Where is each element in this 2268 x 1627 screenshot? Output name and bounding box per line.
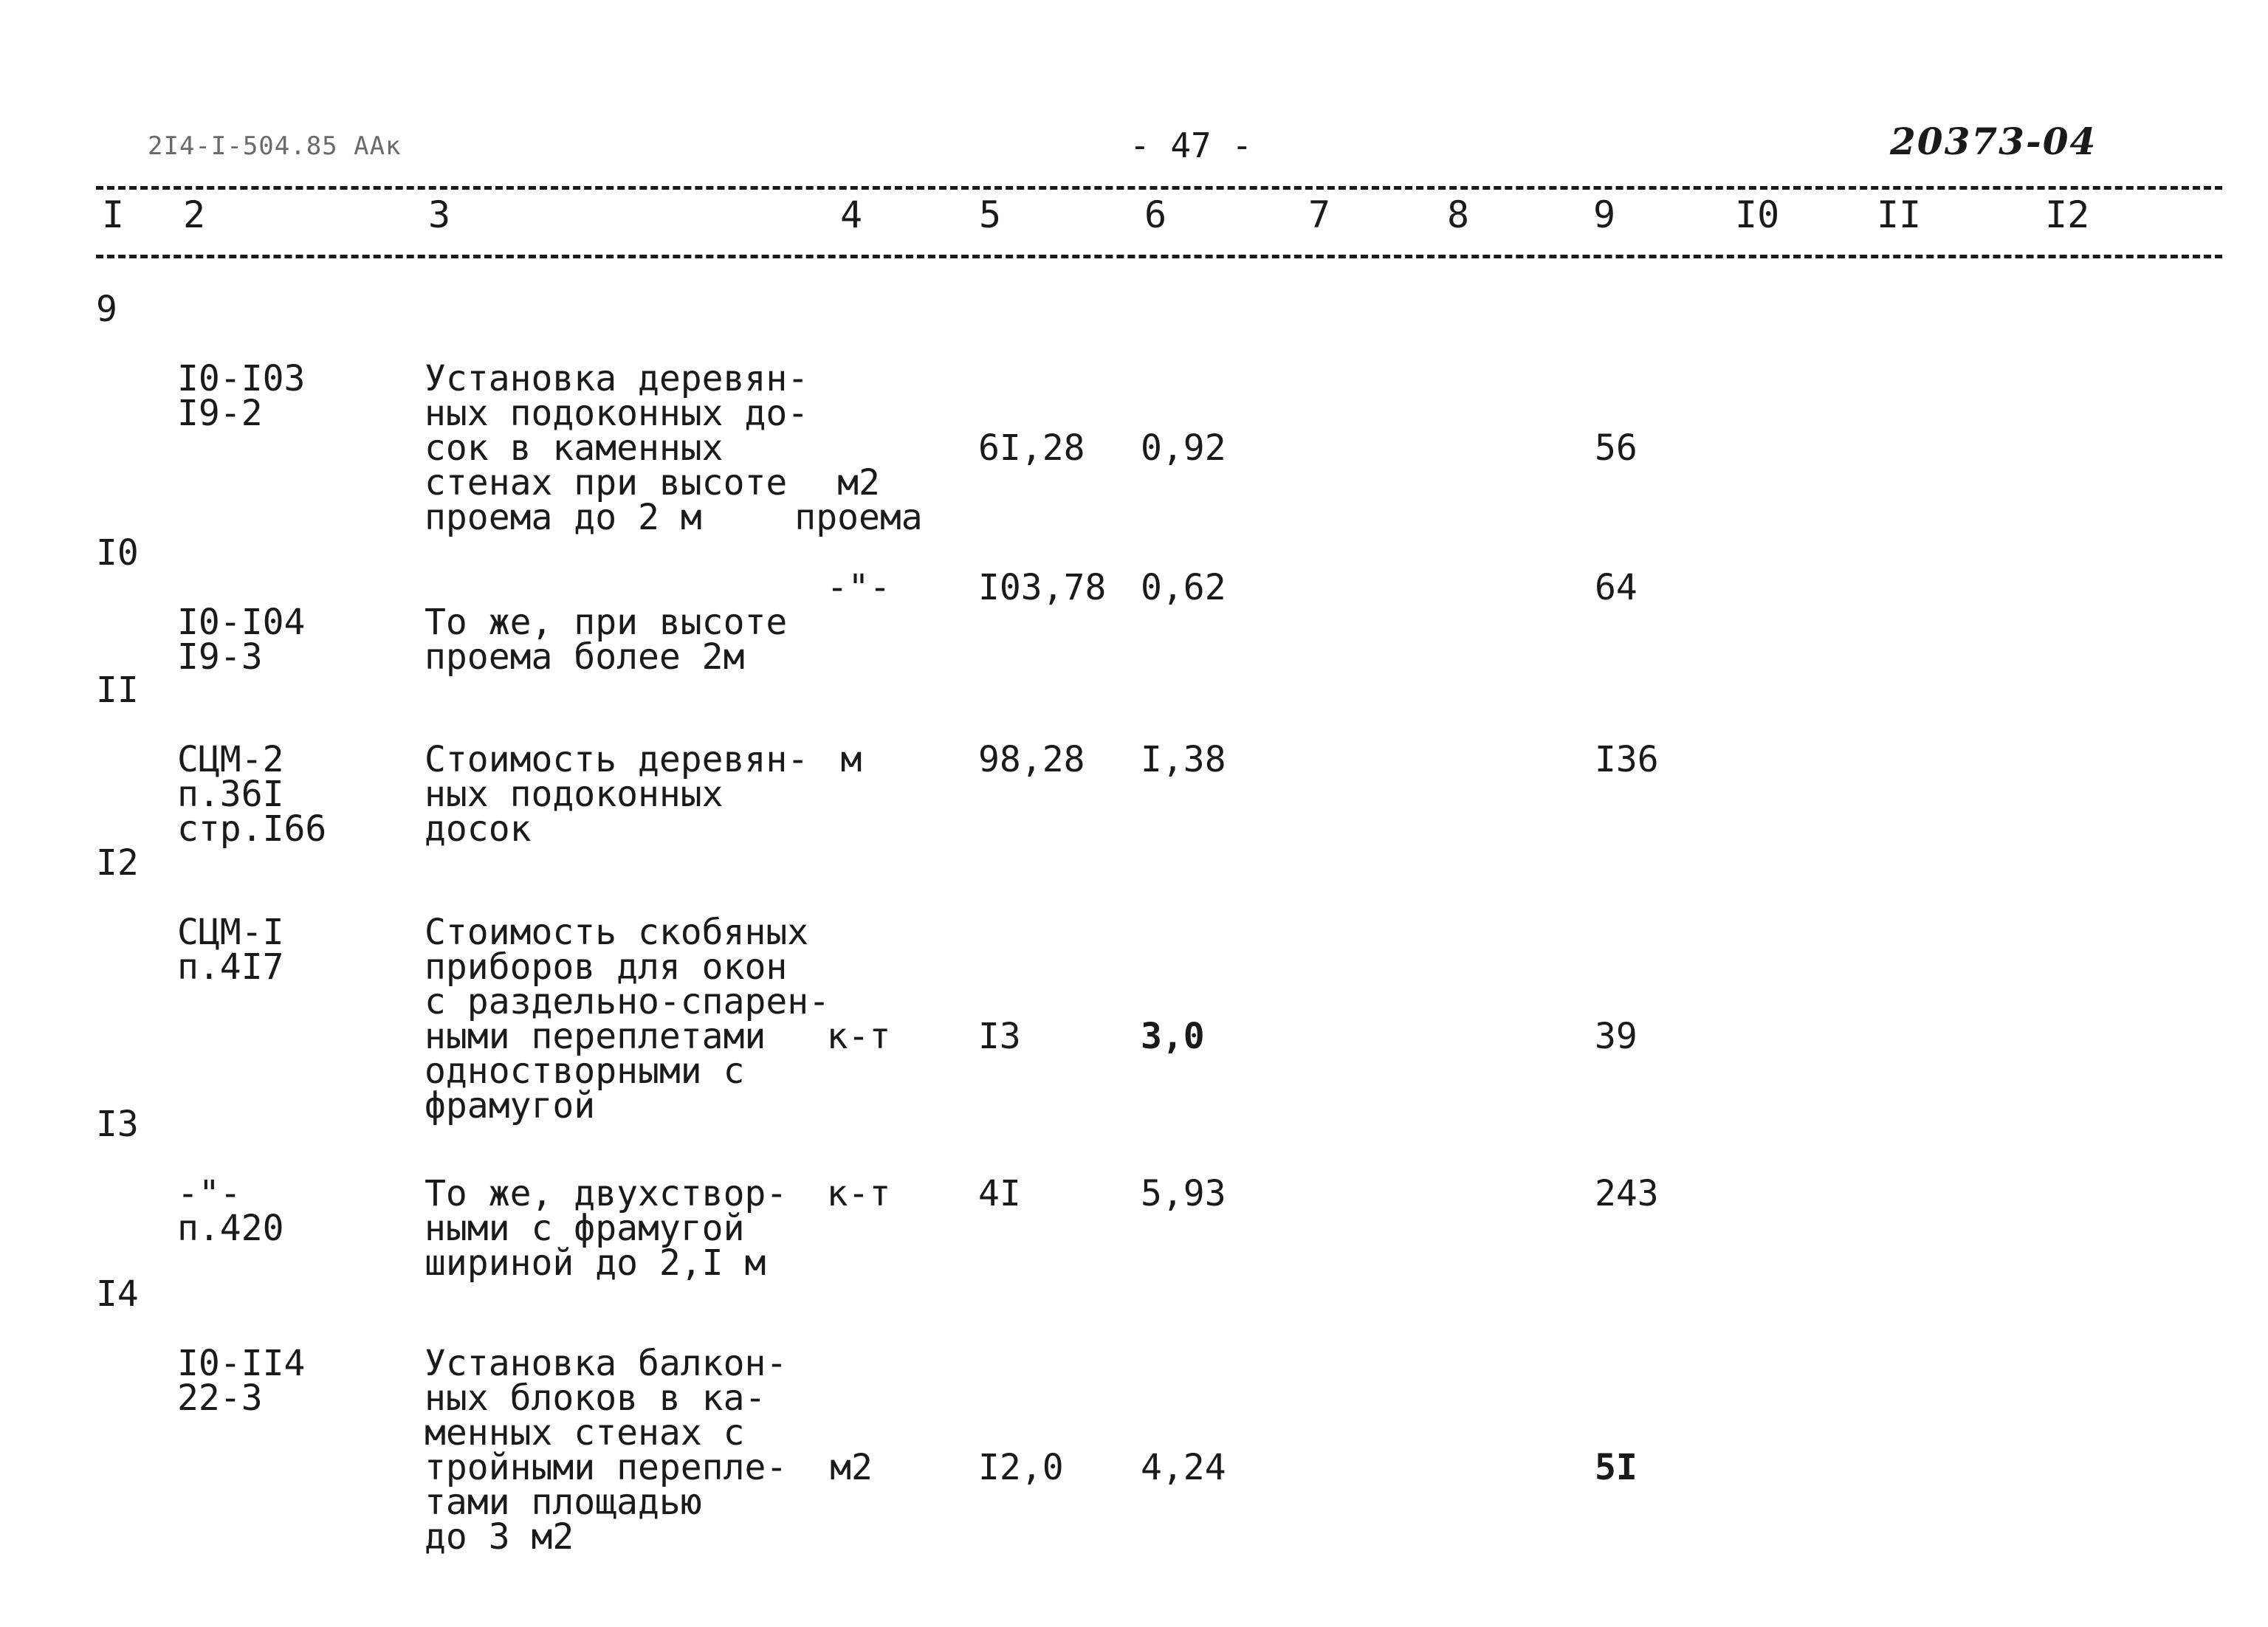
row-unit-price: 0,62	[1141, 567, 1226, 608]
row-total: 56	[1595, 427, 1638, 469]
row-unit: м2 проема	[794, 462, 923, 538]
row-unit-price: 0,92	[1141, 427, 1226, 469]
row-number: I4	[96, 1273, 139, 1315]
dashed-rule-bottom	[96, 255, 2222, 258]
row-total: 5I	[1595, 1447, 1638, 1488]
column-header-8: 8	[1447, 193, 1470, 236]
row-number: I0	[96, 532, 139, 574]
column-header-11: II	[1877, 193, 1922, 236]
row-description: Стоимость деревян- ных подоконных досок	[425, 739, 809, 850]
column-header-1: I	[102, 193, 125, 236]
row-unit: к-т	[826, 1016, 891, 1057]
row-reference: СЦМ-I п.4I7	[177, 912, 284, 988]
row-description: Установка балкон- ных блоков в ка- менных стенах с тройными перепле- тами площадью до 3 м2	[425, 1343, 788, 1558]
row-unit: -"-	[826, 567, 891, 608]
column-header-6: 6	[1144, 193, 1167, 236]
row-unit-price: 4,24	[1141, 1447, 1226, 1488]
column-header-10: I0	[1735, 193, 1780, 236]
row-total: 64	[1595, 567, 1638, 608]
row-reference: СЦМ-2 п.36I стр.I66	[177, 739, 327, 850]
dashed-rule-top	[96, 186, 2222, 190]
row-quantity: 98,28	[978, 739, 1085, 780]
page-number: - 47 -	[1130, 125, 1253, 165]
row-total: 39	[1595, 1016, 1638, 1057]
row-quantity: 6I,28	[978, 427, 1085, 469]
row-description: Установка деревян- ных подоконных до- сок в каменных стенах при высоте проема до 2 м	[425, 358, 809, 538]
row-unit-price: 5,93	[1141, 1173, 1226, 1214]
row-total: I36	[1595, 739, 1659, 780]
row-unit-price: 3,0	[1141, 1016, 1205, 1057]
row-reference: -"- п.420	[177, 1173, 284, 1249]
column-header-4: 4	[840, 193, 863, 236]
row-number: II	[96, 670, 139, 711]
row-reference: I0-I04 I9-3	[177, 602, 306, 678]
row-quantity: I03,78	[978, 567, 1107, 608]
row-number: 9	[96, 289, 117, 330]
row-total: 243	[1595, 1173, 1659, 1214]
row-reference: I0-II4 22-3	[177, 1343, 306, 1419]
row-quantity: I2,0	[978, 1447, 1064, 1488]
row-description: То же, при высоте проема более 2м	[425, 602, 788, 678]
row-reference: I0-I03 I9-2	[177, 358, 306, 434]
document-reference-left: 2I4-I-504.85 ААк	[148, 131, 402, 161]
row-description: То же, двухствор- ными с фрамугой шириной до 2,I м	[425, 1173, 788, 1284]
column-header-3: 3	[428, 193, 451, 236]
row-unit-price: I,38	[1141, 739, 1226, 780]
row-quantity: 4I	[978, 1173, 1021, 1214]
handwritten-document-code: 20373-04	[1890, 120, 2097, 163]
row-unit: к-т	[826, 1173, 891, 1214]
row-number: I2	[96, 842, 139, 884]
row-number: I3	[96, 1104, 139, 1145]
row-quantity: I3	[978, 1016, 1021, 1057]
row-unit: м	[840, 739, 862, 780]
column-header-9: 9	[1593, 193, 1616, 236]
column-header-2: 2	[183, 193, 206, 236]
column-header-7: 7	[1308, 193, 1331, 236]
column-header-12: I2	[2045, 193, 2090, 236]
column-header-5: 5	[979, 193, 1002, 236]
row-unit: м2	[830, 1447, 873, 1488]
row-description: Стоимость скобяных приборов для окон с раздельно-спарен- ными переплетами одностворными с фрамугой	[425, 912, 831, 1126]
